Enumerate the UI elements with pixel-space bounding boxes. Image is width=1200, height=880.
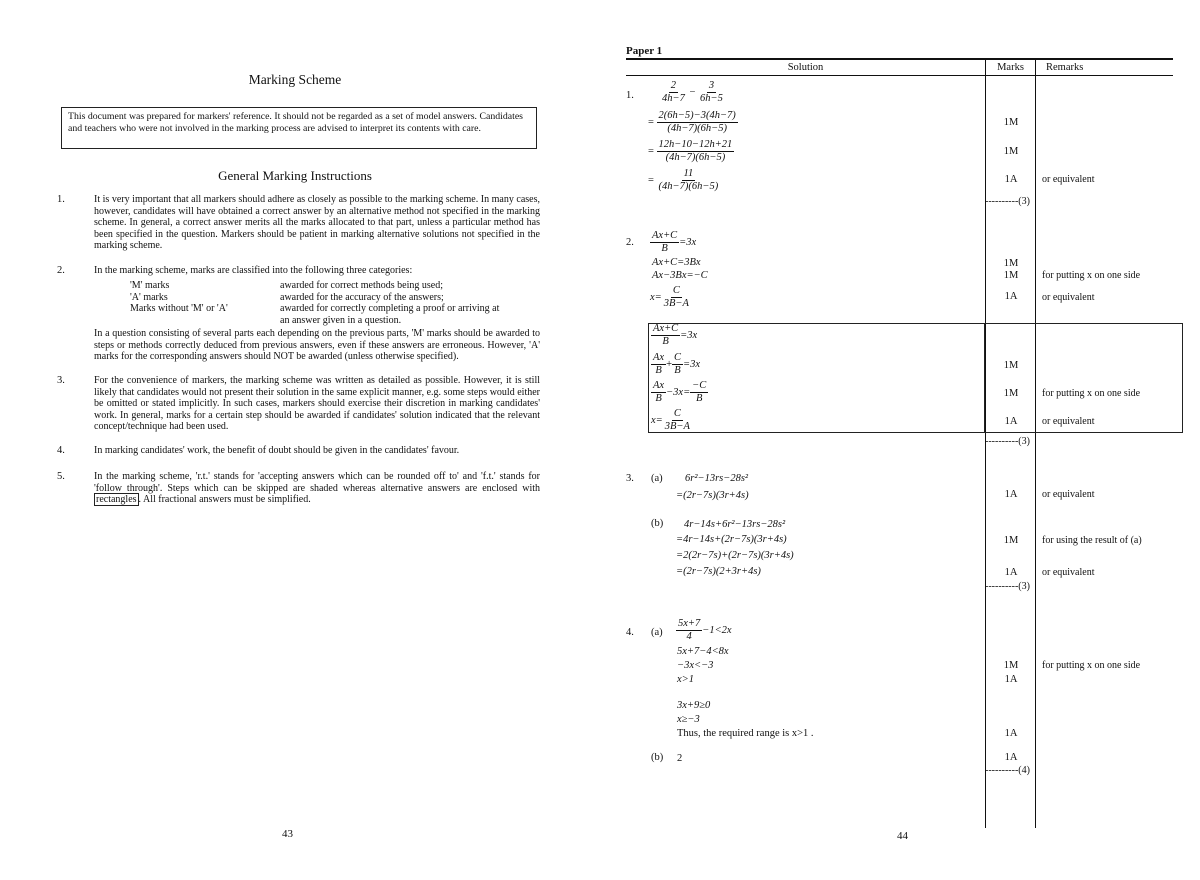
equation-rhs: =3x bbox=[679, 236, 697, 248]
part-label: (a) bbox=[651, 473, 663, 484]
item-number: 3. bbox=[57, 375, 65, 386]
fraction-numerator: 2 bbox=[670, 80, 677, 91]
q2-line1 bbox=[650, 230, 696, 255]
subtotal: ----------(3) bbox=[985, 581, 1030, 592]
q3b-line1: 4r−14s+6r²−13rs−28s² bbox=[684, 519, 786, 530]
q4a-line5: 3x+9≥0 bbox=[677, 700, 711, 711]
fraction-numerator: Ax+C bbox=[652, 230, 678, 241]
mark: 1A bbox=[1004, 291, 1018, 302]
instruction-text-b: . All fractional answers must be simplified. bbox=[138, 494, 311, 505]
q1-step2 bbox=[648, 139, 734, 164]
remark: for putting x on one side bbox=[1042, 388, 1141, 399]
item-number: 1. bbox=[57, 194, 65, 205]
mark: 1A bbox=[1004, 489, 1018, 500]
fraction-denominator: B bbox=[661, 243, 668, 254]
fraction-denominator: 3B−A bbox=[663, 298, 689, 309]
fraction-denominator: (4h−7)(6h−5) bbox=[658, 181, 719, 192]
q4a-line6: x≥−3 bbox=[677, 714, 700, 725]
mark: 1M bbox=[1003, 660, 1019, 671]
page-title: Marking Scheme bbox=[248, 72, 342, 87]
part-label: (b) bbox=[651, 752, 664, 763]
question-number: 1. bbox=[626, 90, 634, 101]
page-number: 43 bbox=[282, 828, 293, 840]
fraction-numerator: Ax bbox=[653, 380, 665, 391]
fraction-numerator: 5x+7 bbox=[678, 618, 701, 629]
q1-step3 bbox=[648, 168, 720, 193]
mark: 1A bbox=[1004, 174, 1018, 185]
question-number: 3. bbox=[626, 473, 634, 484]
equation-middle: −3x= bbox=[666, 386, 691, 398]
mark: 1A bbox=[1004, 728, 1018, 739]
fraction-numerator: 3 bbox=[708, 80, 715, 91]
fraction-denominator: (4h−7)(6h−5) bbox=[665, 152, 726, 163]
q3b-line2: =4r−14s+(2r−7s)(3r+4s) bbox=[676, 534, 787, 545]
q4a-line4: x>1 bbox=[677, 674, 694, 685]
question-number: 2. bbox=[626, 237, 634, 248]
category-value: awarded for the accuracy of the answers; bbox=[280, 292, 444, 303]
question-number: 4. bbox=[626, 627, 634, 638]
remarks-header: Remarks bbox=[1046, 62, 1084, 73]
category-value: awarded for correct methods being used; bbox=[280, 280, 443, 291]
mark: 1M bbox=[1003, 270, 1019, 281]
equation-rhs: =3x bbox=[683, 358, 701, 370]
operator: = bbox=[648, 116, 654, 128]
paper-header: Paper 1 bbox=[626, 45, 663, 57]
instruction-text: In marking candidates' work, the benefit of doubt should be given in the candidates' favour. bbox=[94, 445, 460, 456]
equation-lhs: x= bbox=[651, 414, 663, 426]
item-number: 5. bbox=[57, 471, 65, 482]
fraction-numerator: 11 bbox=[683, 168, 694, 179]
fraction-numerator: C bbox=[672, 285, 680, 296]
mark: 1M bbox=[1003, 388, 1019, 399]
table-top-rule bbox=[626, 58, 1173, 60]
category-key: Marks without 'M' or 'A' bbox=[130, 303, 228, 314]
fraction-denominator: 6h−5 bbox=[700, 93, 723, 104]
remark: or equivalent bbox=[1042, 489, 1095, 500]
fraction-numerator: C bbox=[673, 408, 681, 419]
operator: = bbox=[648, 145, 654, 157]
mark: 1A bbox=[1004, 674, 1018, 685]
q3a-line1: 6r²−13rs−28s² bbox=[685, 473, 749, 484]
remark: for putting x on one side bbox=[1042, 270, 1141, 281]
instruction-text: It is very important that all markers should adhere as closely as possible to the marking scheme. In many cases, however, candidates will have obtained a correct answer by an alternative method not specified in the marking scheme. In general, a correct answer merits all the marks allocated to that part, unless a particular method has been specified in the question. Markers should be patient in marking alternative solutions not specified in the marking scheme. bbox=[94, 194, 540, 251]
remark: for using the result of (a) bbox=[1042, 535, 1142, 546]
instruction-note: In a question consisting of several parts each depending on the previous parts, 'M' marks should be awarded to steps or methods correctly deduced from previous answers, even if these answers are erroneous. However, 'A' marks for the corresponding answers should NOT be awarded (unless otherwise specified). bbox=[94, 328, 540, 362]
mark: 1M bbox=[1003, 535, 1019, 546]
q4b-answer: 2 bbox=[677, 753, 683, 764]
solution-header: Solution bbox=[787, 62, 824, 73]
remark: or equivalent bbox=[1042, 174, 1095, 185]
mark: 1A bbox=[1004, 416, 1018, 427]
q2-alt-line1 bbox=[651, 323, 697, 348]
mark: 1M bbox=[1003, 146, 1019, 157]
fraction-denominator: 4h−7 bbox=[662, 93, 685, 104]
q3b-line4: =(2r−7s)(2+3r+4s) bbox=[676, 566, 761, 577]
q1-expression bbox=[660, 80, 725, 105]
mark: 1M bbox=[1003, 258, 1019, 269]
fraction-denominator: B bbox=[655, 393, 662, 404]
operator: = bbox=[648, 174, 654, 186]
fraction-numerator: 2(6h−5)−3(4h−7) bbox=[658, 110, 736, 121]
boxed-word: rectangles bbox=[96, 494, 137, 505]
fraction-numerator: 12h−10−12h+21 bbox=[658, 139, 733, 150]
equation-lhs: x= bbox=[650, 291, 662, 303]
fraction-denominator: 4 bbox=[686, 631, 692, 642]
subtotal: ----------(3) bbox=[985, 196, 1030, 207]
q2-line4 bbox=[650, 285, 691, 310]
mark: 1M bbox=[1003, 360, 1019, 371]
mark: 1M bbox=[1003, 117, 1019, 128]
subtotal: ----------(3) bbox=[985, 436, 1030, 447]
fraction-numerator: C bbox=[674, 352, 682, 363]
operator: + bbox=[666, 358, 672, 370]
remark: for putting x on one side bbox=[1042, 660, 1141, 671]
category-key: 'A' marks bbox=[130, 292, 168, 303]
q3b-line3: =2(2r−7s)+(2r−7s)(3r+4s) bbox=[676, 550, 794, 561]
instruction-text: For the convenience of markers, the marking scheme was written as detailed as possible. However, it is still likely that candidates would not present their solution in the same explicit manner, e.g. some steps would either be omitted or stated implicitly. In such cases, markers should exercise their discretion in marking candidates' work. In general, marks for a certain step should be awarded if candidates' solution indicated that the relevant concept/technique had been used. bbox=[94, 375, 540, 432]
category-value: awarded for correctly completing a proof or arriving at an answer given in a question. bbox=[280, 303, 500, 326]
page-number: 44 bbox=[897, 830, 908, 842]
q2-line2: Ax+C=3Bx bbox=[652, 257, 701, 268]
instructions-title: General Marking Instructions bbox=[218, 168, 372, 183]
q4a-line3: −3x<−3 bbox=[677, 660, 714, 671]
fraction-denominator: (4h−7)(6h−5) bbox=[667, 123, 727, 134]
alternative-solution-inner-box bbox=[648, 323, 985, 433]
q4a-conclusion: Thus, the required range is x>1 . bbox=[677, 728, 814, 739]
q1-step1 bbox=[648, 110, 738, 135]
q4a-line2: 5x+7−4<8x bbox=[677, 646, 729, 657]
mark: 1A bbox=[1004, 752, 1018, 763]
fraction-denominator: B bbox=[696, 393, 703, 404]
mark: 1A bbox=[1004, 567, 1018, 578]
notice-box: This document was prepared for markers' reference. It should not be regarded as a set of model answers. Candidates and teachers who were not involved in the marking process are advised to interpret its contents with care. bbox=[61, 107, 537, 149]
fraction-denominator: B bbox=[655, 365, 662, 376]
fraction-denominator: B bbox=[674, 365, 681, 376]
remark: or equivalent bbox=[1042, 292, 1095, 303]
remark: or equivalent bbox=[1042, 416, 1095, 427]
fraction-numerator: Ax bbox=[653, 352, 665, 363]
part-label: (a) bbox=[651, 627, 663, 638]
equation-rhs: −1<2x bbox=[702, 624, 732, 636]
fraction-numerator: Ax+C bbox=[653, 323, 679, 334]
part-label: (b) bbox=[651, 518, 664, 529]
table-header-rule bbox=[626, 75, 1173, 76]
operator: − bbox=[689, 86, 696, 98]
instruction-text: In the marking scheme, marks are classified into the following three categories: bbox=[94, 265, 413, 276]
category-key: 'M' marks bbox=[130, 280, 170, 291]
subtotal: ----------(4) bbox=[985, 765, 1030, 776]
q2-alt-line4 bbox=[651, 408, 692, 433]
q3a-line2: =(2r−7s)(3r+4s) bbox=[676, 490, 749, 501]
fraction-denominator: 3B−A bbox=[664, 421, 690, 432]
q2-alt-line3 bbox=[651, 380, 708, 405]
remark: or equivalent bbox=[1042, 567, 1095, 578]
equation-rhs: =3x bbox=[680, 329, 698, 341]
q2-alt-line2 bbox=[651, 352, 700, 377]
instruction-text-a: In the marking scheme, 'r.t.' stands for 'accepting answers which can be rounded off to' and 'f.t.' stands for 'follow through'. Steps which can be skipped are shaded whereas alternative answers are enclosed with bbox=[94, 471, 540, 494]
fraction-numerator: −C bbox=[692, 380, 707, 391]
item-number: 4. bbox=[57, 445, 65, 456]
item-number: 2. bbox=[57, 265, 65, 276]
fraction-denominator: B bbox=[662, 336, 669, 347]
instruction-text bbox=[94, 471, 540, 506]
q2-line3: Ax−3Bx=−C bbox=[652, 270, 708, 281]
marks-header: Marks bbox=[997, 62, 1024, 73]
q4a-line1 bbox=[676, 618, 732, 643]
